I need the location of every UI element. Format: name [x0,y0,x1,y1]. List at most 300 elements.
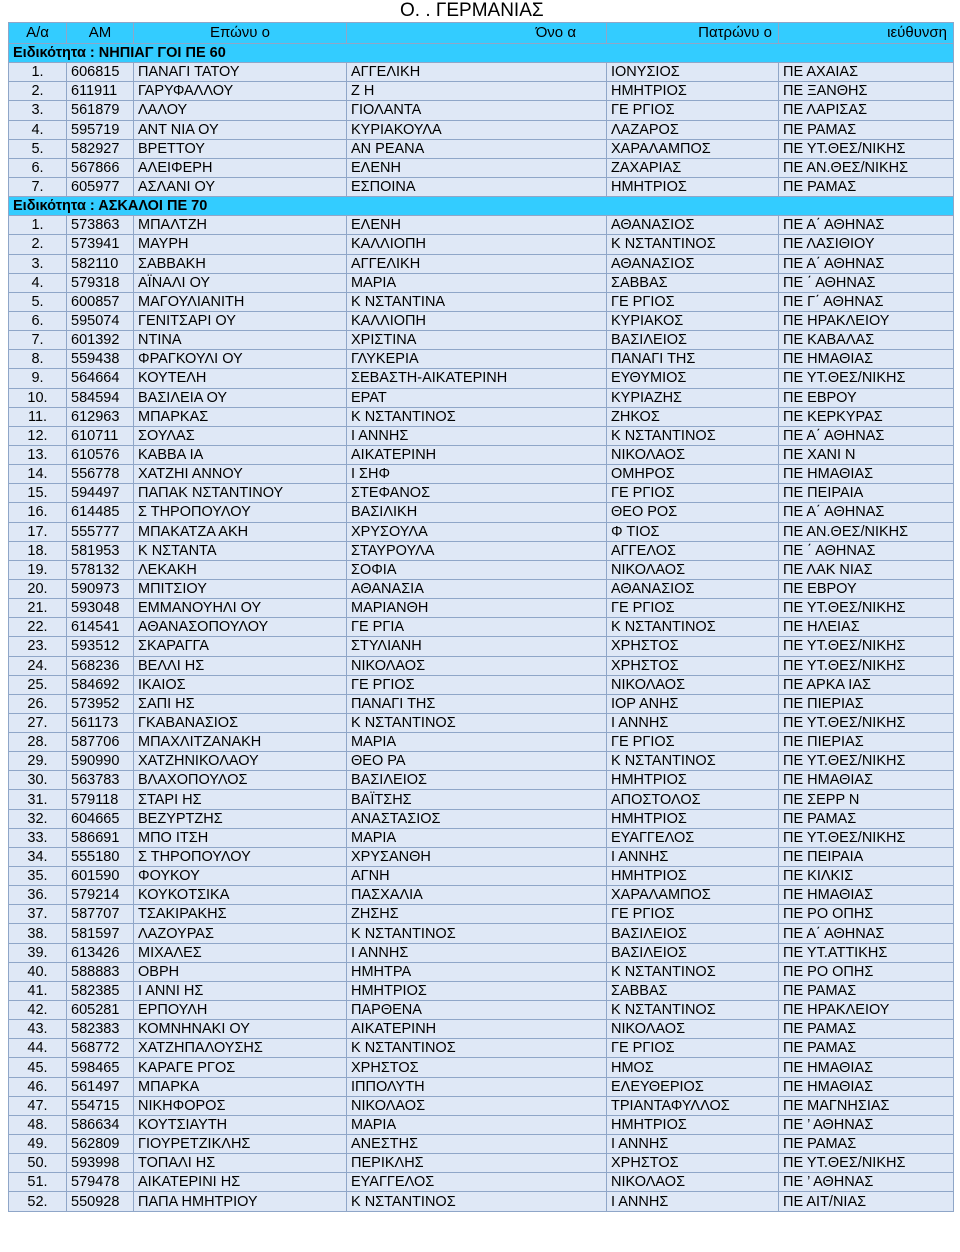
cell-directorate: ΠΕ ΗΜΑΘΙΑΣ [779,771,954,790]
table-header-row [9,23,954,44]
personnel-table [8,22,954,1212]
cell-no: 34. [9,847,67,866]
cell-last-name: ΚΑΒΒΑ ΙΑ [134,445,347,464]
cell-last-name: ΜΠΟ ΙΤΣΗ [134,828,347,847]
table-row [9,1135,954,1154]
cell-no: 1. [9,63,67,82]
cell-father-name: ΧΡΗΣΤΟΣ [607,1154,779,1173]
cell-am: 550928 [67,1192,134,1211]
cell-first-name: ΑΓΓΕΛΙΚΗ [347,254,607,273]
cell-first-name: ΑΓΝΗ [347,867,607,886]
cell-last-name: ΓΚΑΒΑΝΑΣΙΟΣ [134,713,347,732]
cell-first-name: ΓΕ ΡΓΙΑ [347,618,607,637]
table-row [9,1077,954,1096]
cell-father-name: Ι ΑΝΝΗΣ [607,847,779,866]
cell-no: 39. [9,943,67,962]
cell-first-name: ΧΡΥΣΟΥΛΑ [347,522,607,541]
cell-last-name: ΑΪΝΑΛΙ ΟΥ [134,273,347,292]
cell-last-name: ΧΑΤΖΗΝΙΚΟΛΑΟΥ [134,752,347,771]
cell-last-name: ΜΠΑΛΤΖΗ [134,216,347,235]
table-row [9,1058,954,1077]
cell-last-name: ΠΑΠΑΚ ΝΣΤΑΝΤΙΝΟΥ [134,484,347,503]
cell-first-name: ΕΣΠΟΙΝΑ [347,177,607,196]
cell-first-name: ΚΑΛΛΙΟΠΗ [347,235,607,254]
table-row [9,809,954,828]
cell-am: 581597 [67,924,134,943]
table-row [9,541,954,560]
cell-first-name: ΒΑΣΙΛΙΚΗ [347,503,607,522]
cell-no: 47. [9,1096,67,1115]
cell-last-name: Σ ΤΗΡΟΠΟΥΛΟΥ [134,847,347,866]
cell-directorate: ΠΕ ’ ΑΘΗΝΑΣ [779,1173,954,1192]
cell-directorate: ΠΕ ΡΑΜΑΣ [779,1020,954,1039]
cell-no: 23. [9,637,67,656]
cell-no: 7. [9,177,67,196]
cell-first-name: ΖΗΣΗΣ [347,905,607,924]
cell-first-name: Κ ΝΣΤΑΝΤΙΝΑ [347,292,607,311]
cell-no: 1. [9,216,67,235]
cell-no: 32. [9,809,67,828]
cell-first-name: ΒΑΣΙΛΕΙΟΣ [347,771,607,790]
cell-first-name: ΣΤΑΥΡΟΥΛΑ [347,541,607,560]
header-father-name: Πατρώνυ ο [607,23,779,44]
cell-directorate: ΠΕ ΛΑΡΙΣΑΣ [779,101,954,120]
cell-last-name: ΓΑΡΥΦΑΛΛΟΥ [134,82,347,101]
cell-no: 12. [9,426,67,445]
cell-no: 3. [9,101,67,120]
cell-directorate: ΠΕ ΧΑΝΙ Ν [779,445,954,464]
cell-am: 601392 [67,331,134,350]
cell-am: 582927 [67,139,134,158]
cell-directorate: ΠΕ Α΄ ΑΘΗΝΑΣ [779,503,954,522]
cell-father-name: ΧΡΗΣΤΟΣ [607,656,779,675]
table-row [9,369,954,388]
cell-father-name: ΑΠΟΣΤΟΛΟΣ [607,790,779,809]
cell-last-name: ΚΑΡΑΓΕ ΡΓΟΣ [134,1058,347,1077]
table-row [9,292,954,311]
table-row [9,867,954,886]
cell-no: 38. [9,924,67,943]
cell-am: 582385 [67,981,134,1000]
cell-father-name: ΓΕ ΡΓΙΟΣ [607,599,779,618]
cell-first-name: ΑΙΚΑΤΕΡΙΝΗ [347,445,607,464]
table-row [9,388,954,407]
cell-last-name: ΚΟΥΤΕΛΗ [134,369,347,388]
cell-am: 588883 [67,962,134,981]
cell-first-name: ΓΙΟΛΑΝΤΑ [347,101,607,120]
cell-am: 593998 [67,1154,134,1173]
cell-no: 44. [9,1039,67,1058]
cell-last-name: ΜΙΧΑΛΕΣ [134,943,347,962]
table-row [9,484,954,503]
cell-no: 31. [9,790,67,809]
cell-last-name: ΤΣΑΚΙΡΑΚΗΣ [134,905,347,924]
cell-no: 3. [9,254,67,273]
cell-last-name: ΛΕΚΑΚΗ [134,560,347,579]
page-title-bar [0,0,960,22]
cell-directorate: ΠΕ ΥΤ.ΘΕΣ/ΝΙΚΗΣ [779,713,954,732]
cell-first-name: ΜΑΡΙΑ [347,1115,607,1134]
cell-last-name: ΝΙΚΗΦΟΡΟΣ [134,1096,347,1115]
cell-father-name: ΝΙΚΟΛΑΟΣ [607,675,779,694]
cell-directorate: ΠΕ ΥΤ.ΘΕΣ/ΝΙΚΗΣ [779,752,954,771]
cell-last-name: ΓΕΝΙΤΣΑΡΙ ΟΥ [134,311,347,330]
cell-directorate: ΠΕ ΥΤ.ΘΕΣ/ΝΙΚΗΣ [779,637,954,656]
cell-first-name: ΠΑΝΑΓΙ ΤΗΣ [347,694,607,713]
cell-father-name: ΗΜΗΤΡΙΟΣ [607,82,779,101]
cell-am: 584594 [67,388,134,407]
cell-last-name: ΛΑΛΟΥ [134,101,347,120]
cell-father-name: ΑΘΑΝΑΣΙΟΣ [607,579,779,598]
table-row [9,924,954,943]
cell-last-name: ΣΑΠΙ ΗΣ [134,694,347,713]
cell-directorate: ΠΕ ΚΙΛΚΙΣ [779,867,954,886]
cell-father-name: ΑΓΓΕΛΟΣ [607,541,779,560]
cell-father-name: ΝΙΚΟΛΑΟΣ [607,445,779,464]
cell-father-name: Ι ΑΝΝΗΣ [607,713,779,732]
cell-directorate: ΠΕ ΡΑΜΑΣ [779,981,954,1000]
cell-first-name: ΝΙΚΟΛΑΟΣ [347,656,607,675]
table-row [9,981,954,1000]
cell-first-name: ΧΡΗΣΤΟΣ [347,1058,607,1077]
cell-no: 29. [9,752,67,771]
cell-father-name: ΓΕ ΡΓΙΟΣ [607,905,779,924]
cell-last-name: ΑΣΛΑΝΙ ΟΥ [134,177,347,196]
cell-am: 579478 [67,1173,134,1192]
table-row [9,1001,954,1020]
cell-first-name: ΗΜΗΤΡΙΟΣ [347,981,607,1000]
cell-father-name: ΓΕ ΡΓΙΟΣ [607,292,779,311]
cell-first-name: Ι ΣΗΦ [347,465,607,484]
cell-directorate: ΠΕ ΥΤ.ΘΕΣ/ΝΙΚΗΣ [779,139,954,158]
cell-directorate: ΠΕ ΥΤ.ΘΕΣ/ΝΙΚΗΣ [779,828,954,847]
cell-am: 590973 [67,579,134,598]
cell-first-name: Κ ΝΣΤΑΝΤΙΝΟΣ [347,924,607,943]
cell-directorate: ΠΕ Γ΄ ΑΘΗΝΑΣ [779,292,954,311]
cell-first-name: ΒΑΪΤΣΗΣ [347,790,607,809]
cell-last-name: ΣΑΒΒΑΚΗ [134,254,347,273]
cell-last-name: ΟΒΡΗ [134,962,347,981]
table-row [9,101,954,120]
cell-no: 30. [9,771,67,790]
cell-am: 593048 [67,599,134,618]
cell-no: 19. [9,560,67,579]
section-header-row [9,44,954,63]
table-row [9,350,954,369]
cell-last-name: ΜΠΙΤΣΙΟΥ [134,579,347,598]
cell-am: 573941 [67,235,134,254]
cell-last-name: ΕΜΜΑΝΟΥΗΛΙ ΟΥ [134,599,347,618]
table-row [9,1020,954,1039]
cell-directorate: ΠΕ ’ ΑΘΗΝΑΣ [779,1115,954,1134]
cell-no: 51. [9,1173,67,1192]
cell-directorate: ΠΕ ΕΒΡΟΥ [779,388,954,407]
cell-first-name: ΚΑΛΛΙΟΠΗ [347,311,607,330]
cell-no: 52. [9,1192,67,1211]
cell-am: 584692 [67,675,134,694]
cell-directorate: ΠΕ ΡΑΜΑΣ [779,120,954,139]
cell-directorate: ΠΕ ΜΑΓΝΗΣΙΑΣ [779,1096,954,1115]
cell-father-name: ΓΕ ΡΓΙΟΣ [607,1039,779,1058]
cell-directorate: ΠΕ ΡΑΜΑΣ [779,177,954,196]
cell-last-name: ΓΙΟΥΡΕΤΖΙΚΛΗΣ [134,1135,347,1154]
cell-am: 582383 [67,1020,134,1039]
cell-first-name: Ζ Η [347,82,607,101]
cell-last-name: ΝΤΙΝΑ [134,331,347,350]
cell-am: 604665 [67,809,134,828]
cell-father-name: Κ ΝΣΤΑΝΤΙΝΟΣ [607,962,779,981]
cell-am: 590990 [67,752,134,771]
cell-am: 562809 [67,1135,134,1154]
cell-father-name: ΠΑΝΑΓΙ ΤΗΣ [607,350,779,369]
header-last-name: Επώνυ ο [134,23,347,44]
cell-no: 5. [9,292,67,311]
cell-directorate: ΠΕ ΚΑΒΑΛΑΣ [779,331,954,350]
cell-father-name: ΖΗΚΟΣ [607,407,779,426]
cell-father-name: ΗΜΗΤΡΙΟΣ [607,177,779,196]
cell-father-name: ΓΕ ΡΓΙΟΣ [607,733,779,752]
cell-am: 573863 [67,216,134,235]
cell-directorate: ΠΕ ΗΜΑΘΙΑΣ [779,1077,954,1096]
cell-last-name: ΕΡΠΟΥΛΗ [134,1001,347,1020]
cell-last-name: ΒΕΛΛΙ ΗΣ [134,656,347,675]
cell-no: 49. [9,1135,67,1154]
cell-last-name: ΤΟΠΑΛΙ ΗΣ [134,1154,347,1173]
cell-am: 612963 [67,407,134,426]
cell-father-name: ΑΘΑΝΑΣΙΟΣ [607,216,779,235]
cell-first-name: ΣΟΦΙΑ [347,560,607,579]
cell-directorate: ΠΕ ΗΛΕΙΑΣ [779,618,954,637]
cell-last-name: ΒΛΑΧΟΠΟΥΛΟΣ [134,771,347,790]
cell-first-name: ΝΙΚΟΛΑΟΣ [347,1096,607,1115]
cell-father-name: ΣΑΒΒΑΣ [607,981,779,1000]
cell-directorate: ΠΕ ΥΤ.ΘΕΣ/ΝΙΚΗΣ [779,599,954,618]
table-row [9,177,954,196]
cell-am: 582110 [67,254,134,273]
cell-no: 8. [9,350,67,369]
cell-first-name: Κ ΝΣΤΑΝΤΙΝΟΣ [347,713,607,732]
cell-last-name: ΜΠΑΧΛΙΤΖΑΝΑΚΗ [134,733,347,752]
cell-first-name: ΠΑΡΘΕΝΑ [347,1001,607,1020]
cell-first-name: ΕΛΕΝΗ [347,158,607,177]
table-row [9,216,954,235]
cell-no: 45. [9,1058,67,1077]
cell-directorate: ΠΕ ΡΑΜΑΣ [779,1039,954,1058]
cell-no: 40. [9,962,67,981]
cell-am: 568236 [67,656,134,675]
cell-father-name: Φ ΤΙΟΣ [607,522,779,541]
cell-am: 605281 [67,1001,134,1020]
cell-father-name: ΧΑΡΑΛΑΜΠΟΣ [607,886,779,905]
cell-directorate: ΠΕ ΞΑΝΘΗΣ [779,82,954,101]
table-row [9,311,954,330]
cell-directorate: ΠΕ ΑΡΚΑ ΙΑΣ [779,675,954,694]
cell-father-name: Κ ΝΣΤΑΝΤΙΝΟΣ [607,618,779,637]
cell-am: 581953 [67,541,134,560]
table-row [9,1115,954,1134]
table-row [9,771,954,790]
table-row [9,656,954,675]
cell-directorate: ΠΕ ΑΝ.ΘΕΣ/ΝΙΚΗΣ [779,522,954,541]
cell-father-name: ΛΑΖΑΡΟΣ [607,120,779,139]
cell-no: 9. [9,369,67,388]
cell-first-name: ΑΝΕΣΤΗΣ [347,1135,607,1154]
cell-directorate: ΠΕ ΕΒΡΟΥ [779,579,954,598]
table-row [9,1192,954,1211]
cell-no: 11. [9,407,67,426]
cell-father-name: ΚΥΡΙΑΖΗΣ [607,388,779,407]
table-row [9,790,954,809]
cell-father-name: ΝΙΚΟΛΑΟΣ [607,1020,779,1039]
table-row [9,1039,954,1058]
cell-last-name: ΑΝΤ ΝΙΑ ΟΥ [134,120,347,139]
header-first-name: Όνο α [347,23,607,44]
cell-father-name: Κ ΝΣΤΑΝΤΙΝΟΣ [607,752,779,771]
cell-am: 579318 [67,273,134,292]
cell-am: 561497 [67,1077,134,1096]
cell-father-name: ΗΜΗΤΡΙΟΣ [607,771,779,790]
table-row [9,828,954,847]
cell-directorate: ΠΕ ΚΕΡΚΥΡΑΣ [779,407,954,426]
cell-am: 564664 [67,369,134,388]
cell-last-name: ΦΟΥΚΟΥ [134,867,347,886]
cell-father-name: ΤΡΙΑΝΤΑΦΥΛΛΟΣ [607,1096,779,1115]
cell-am: 567866 [67,158,134,177]
cell-last-name: ΙΚΑΙΟΣ [134,675,347,694]
cell-first-name: ΕΛΕΝΗ [347,216,607,235]
cell-first-name: ΚΥΡΙΑΚΟΥΛΑ [347,120,607,139]
cell-father-name: Ι ΑΝΝΗΣ [607,1192,779,1211]
cell-am: 579214 [67,886,134,905]
table-row [9,618,954,637]
cell-father-name: Κ ΝΣΤΑΝΤΙΝΟΣ [607,426,779,445]
cell-directorate: ΠΕ ΥΤ.ΘΕΣ/ΝΙΚΗΣ [779,656,954,675]
cell-no: 43. [9,1020,67,1039]
cell-am: 610576 [67,445,134,464]
header-am: ΑΜ [67,23,134,44]
table-row [9,407,954,426]
cell-father-name: ΓΕ ΡΓΙΟΣ [607,101,779,120]
cell-no: 16. [9,503,67,522]
section-header-row [9,197,954,216]
cell-am: 561879 [67,101,134,120]
cell-last-name: ΚΟΜΝΗΝΑΚΙ ΟΥ [134,1020,347,1039]
cell-first-name: ΑΝΑΣΤΑΣΙΟΣ [347,809,607,828]
cell-father-name: ΖΑΧΑΡΙΑΣ [607,158,779,177]
cell-no: 10. [9,388,67,407]
cell-no: 36. [9,886,67,905]
cell-no: 26. [9,694,67,713]
cell-no: 20. [9,579,67,598]
cell-am: 586634 [67,1115,134,1134]
table-row [9,694,954,713]
cell-directorate: ΠΕ ΗΡΑΚΛΕΙΟΥ [779,1001,954,1020]
cell-first-name: ΕΥΑΓΓΕΛΟΣ [347,1173,607,1192]
cell-last-name: ΒΕΖΥΡΤΖΗΣ [134,809,347,828]
cell-am: 594497 [67,484,134,503]
table-row [9,254,954,273]
cell-am: 554715 [67,1096,134,1115]
cell-father-name: ΕΥΑΓΓΕΛΟΣ [607,828,779,847]
table-row [9,235,954,254]
cell-father-name: ΟΜΗΡΟΣ [607,465,779,484]
cell-directorate: ΠΕ ΗΡΑΚΛΕΙΟΥ [779,311,954,330]
page-title: Ο. . ΓΕΡΜΑΝΙΑΣ [400,0,544,21]
cell-directorate: ΠΕ ΥΤ.ΘΕΣ/ΝΙΚΗΣ [779,369,954,388]
table-row [9,331,954,350]
header-no: Α/α [9,23,67,44]
cell-am: 573952 [67,694,134,713]
cell-first-name: ΓΛΥΚΕΡΙΑ [347,350,607,369]
cell-last-name: ΧΑΤΖΗΠΑΛΟΥΣΗΣ [134,1039,347,1058]
table-row [9,445,954,464]
cell-father-name: ΙΟΡ ΑΝΗΣ [607,694,779,713]
cell-am: 611911 [67,82,134,101]
cell-no: 27. [9,713,67,732]
cell-directorate: ΠΕ ΄ ΑΘΗΝΑΣ [779,273,954,292]
cell-directorate: ΠΕ Α΄ ΑΘΗΝΑΣ [779,924,954,943]
cell-father-name: ΕΛΕΥΘΕΡΙΟΣ [607,1077,779,1096]
cell-father-name: ΕΥΘΥΜΙΟΣ [607,369,779,388]
cell-father-name: Ι ΑΝΝΗΣ [607,1135,779,1154]
table-row [9,599,954,618]
cell-last-name: ΚΟΥΤΣΙΑΥΤΗ [134,1115,347,1134]
table-body [9,23,954,1212]
cell-first-name: ΑΘΑΝΑΣΙΑ [347,579,607,598]
cell-first-name: ΧΡΥΣΑΝΘΗ [347,847,607,866]
cell-first-name: ΑΙΚΑΤΕΡΙΝΗ [347,1020,607,1039]
cell-father-name: ΝΙΚΟΛΑΟΣ [607,560,779,579]
table-row [9,847,954,866]
cell-first-name: ΠΑΣΧΑΛΙΑ [347,886,607,905]
cell-father-name: ΒΑΣΙΛΕΙΟΣ [607,331,779,350]
cell-directorate: ΠΕ ΣΕΡΡ Ν [779,790,954,809]
cell-no: 41. [9,981,67,1000]
cell-am: 587707 [67,905,134,924]
cell-am: 606815 [67,63,134,82]
cell-first-name: Κ ΝΣΤΑΝΤΙΝΟΣ [347,407,607,426]
cell-no: 14. [9,465,67,484]
cell-directorate: ΠΕ ΡΑΜΑΣ [779,1135,954,1154]
table-row [9,886,954,905]
cell-father-name: ΒΑΣΙΛΕΙΟΣ [607,924,779,943]
cell-directorate: ΠΕ ΑΧΑΙΑΣ [779,63,954,82]
cell-no: 13. [9,445,67,464]
cell-father-name: ΧΑΡΑΛΑΜΠΟΣ [607,139,779,158]
cell-no: 37. [9,905,67,924]
cell-no: 48. [9,1115,67,1134]
cell-directorate: ΠΕ ΛΑΣΙΘΙΟΥ [779,235,954,254]
table-row [9,962,954,981]
cell-father-name: Κ ΝΣΤΑΝΤΙΝΟΣ [607,235,779,254]
cell-no: 25. [9,675,67,694]
cell-last-name: ΠΑΠΑ ΗΜΗΤΡΙΟΥ [134,1192,347,1211]
cell-father-name: ΒΑΣΙΛΕΙΟΣ [607,943,779,962]
cell-am: 595074 [67,311,134,330]
cell-directorate: ΠΕ Α΄ ΑΘΗΝΑΣ [779,426,954,445]
cell-directorate: ΠΕ ΠΕΙΡΑΙΑ [779,484,954,503]
cell-directorate: ΠΕ ΥΤ.ΑΤΤΙΚΗΣ [779,943,954,962]
cell-father-name: ΗΜΗΤΡΙΟΣ [607,809,779,828]
cell-first-name: ΣΤΕΦΑΝΟΣ [347,484,607,503]
cell-last-name: ΜΠΑΚΑΤΖΑ ΑΚΗ [134,522,347,541]
table-row [9,752,954,771]
cell-first-name: ΑΝ ΡΕΑΝΑ [347,139,607,158]
table-row [9,579,954,598]
cell-directorate: ΠΕ ΄ ΑΘΗΝΑΣ [779,541,954,560]
table-row [9,713,954,732]
cell-no: 21. [9,599,67,618]
